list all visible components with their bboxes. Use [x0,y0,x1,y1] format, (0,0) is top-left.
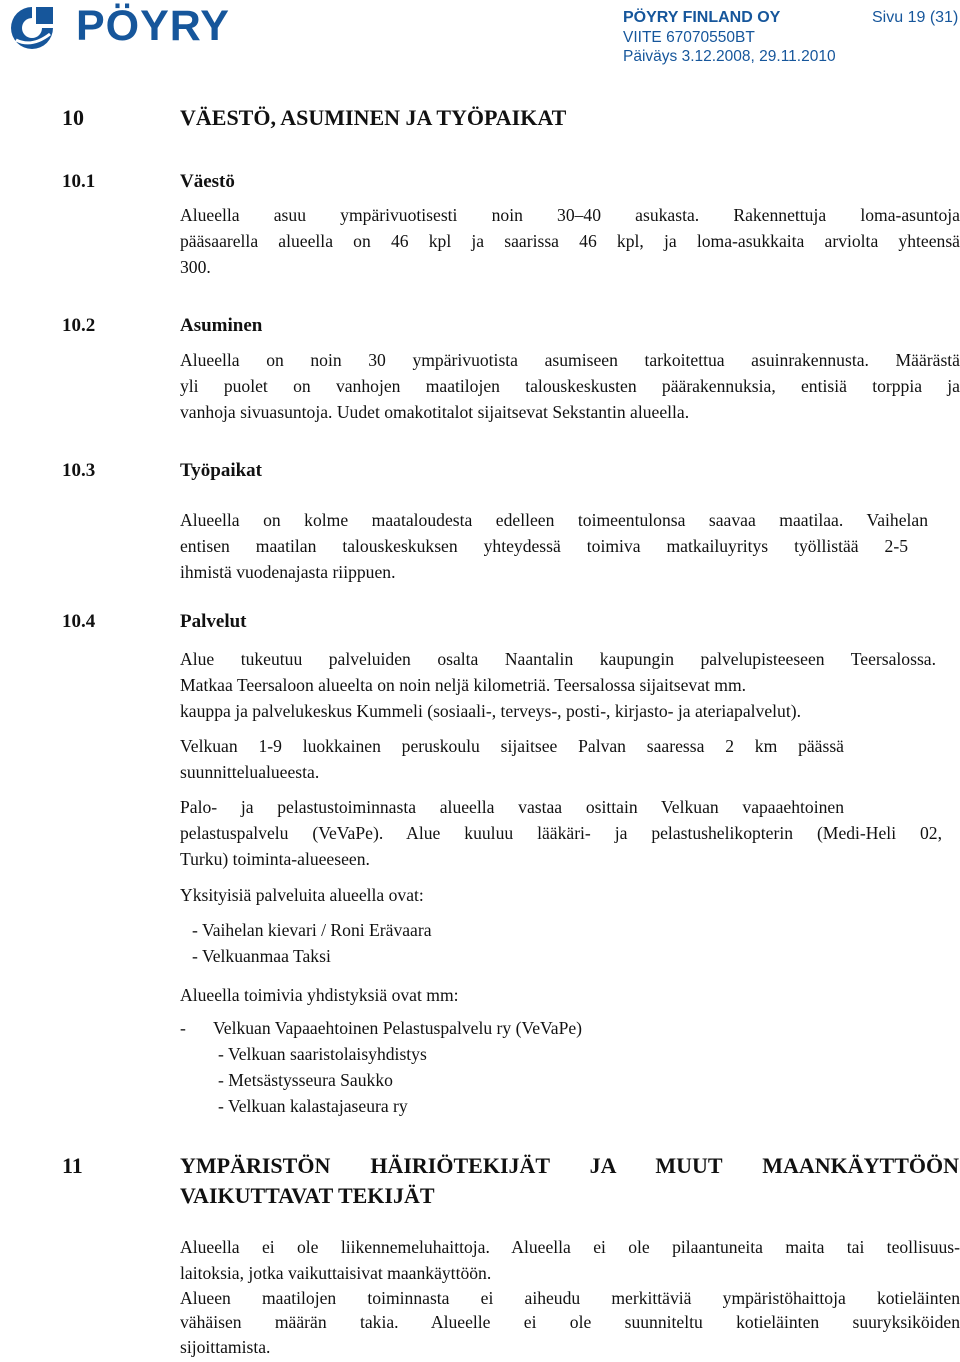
section-10-4-title: Palvelut [180,611,247,632]
chapter-11-title: YMPÄRISTÖN HÄIRIÖTEKIJÄT JA MUUT MAANKÄYTTÖÖN [180,1153,959,1178]
list-item: - Velkuan saaristolaisyhdistys [218,1044,427,1064]
private-services-intro: Yksityisiä palveluita alueella ovat: [180,885,424,905]
paragraph-line: Turku) toiminta-alueeseen. [180,849,370,869]
section-10-1-number: 10.1 [62,171,96,192]
paragraph-line: Matkaa Teersaloon alueelta on noin neljä kilometriä. Teersalossa sijaitsevat mm. [180,675,747,695]
paragraph-line: pääsaarella alueella on 46 kpl ja saarissa 46 kpl, ja loma-asukkaita arviolta yhteensä [180,231,960,251]
list-item: - Vaihelan kievari / Roni Erävaara [192,920,432,940]
paragraph-line: pelastuspalvelu (VeVaPe). Alue kuuluu lääkäri- ja pelastushelikopterin (Medi-Heli 02, [180,823,942,843]
associations-intro: Alueella toimivia yhdistyksiä ovat mm: [180,985,459,1005]
list-item: - Velkuanmaa Taksi [192,946,331,966]
section-10-4-number: 10.4 [62,611,96,632]
chapter-10-title: VÄESTÖ, ASUMINEN JA TYÖPAIKAT [180,105,567,130]
paragraph-line: vanhoja sivuasuntoja. Uudet omakotitalot sijaitsevat Sekstantin alueella. [180,402,690,422]
list-item: Velkuan Vapaaehtoinen Pelastuspalvelu ry (VeVaPe) [213,1018,583,1038]
poyry-emblem-icon [6,4,58,52]
document-reference: VIITE 67070550BT [623,29,755,46]
section-10-2-title: Asuminen [180,315,263,336]
paragraph-line: yli puolet on vanhojen maatilojen talouskeskusten päärakennuksia, entisiä torppia ja [180,376,960,396]
section-10-2-number: 10.2 [62,315,96,336]
paragraph-line: Alueella on kolme maataloudesta edelleen toimeentulonsa saavaa maatilaa. Vaihelan [180,510,928,530]
section-10-3-number: 10.3 [62,460,96,481]
paragraph-line: ihmistä vuodenajasta riippuen. [180,562,396,582]
poyry-logo [6,4,246,52]
list-item: - Metsästysseura Saukko [218,1070,393,1090]
chapter-11-number: 11 [62,1153,83,1178]
paragraph-line: vähäisen määrän takia. Alueelle ei ole suunniteltu kotieläinten suuryksiköiden [180,1312,960,1332]
paragraph-line: Alue tukeutuu palveluiden osalta Naantalin kaupungin palvelupisteeseen Teersalossa. [180,649,936,669]
paragraph-line: entisen maatilan talouskeskuksen yhteydessä toimiva matkailuyritys työllistää 2-5 [180,536,908,556]
paragraph-line: sijoittamista. [180,1337,271,1357]
paragraph-line: Alueella ei ole liikennemeluhaittoja. Alueella ei ole pilaantuneita maita tai teollisuus- [180,1237,960,1257]
chapter-10-number: 10 [62,105,84,130]
logo-text: PÖYRY [76,2,230,50]
paragraph-line: kauppa ja palvelukeskus Kummeli (sosiaali-, terveys-, posti-, kirjasto- ja ateriapalvelut). [180,701,801,721]
paragraph-line: Alueella on noin 30 ympärivuotista asumiseen tarkoitettua asuinrakennusta. Määrästä [180,350,960,370]
paragraph-line: Alueen maatilojen toiminnasta ei aiheudu merkittäviä ympäristöhaittoja kotieläinten [180,1288,960,1308]
paragraph-line: suunnittelualueesta. [180,762,320,782]
company-name: PÖYRY FINLAND OY [623,9,781,26]
section-10-3-title: Työpaikat [180,460,263,481]
chapter-11-title-cont: VAIKUTTAVAT TEKIJÄT [180,1183,435,1208]
paragraph-line: Alueella asuu ympärivuotisesti noin 30–40 asukasta. Rakennettuja loma-asuntoja [180,205,960,225]
paragraph-line: 300. [180,257,211,277]
paragraph-line: Velkuan 1-9 luokkainen peruskoulu sijaitsee Palvan saaressa 2 km päässä [180,736,844,756]
list-item: - Velkuan kalastajaseura ry [218,1096,408,1116]
section-10-1-title: Väestö [180,171,235,192]
page-number: Sivu 19 (31) [872,9,959,26]
paragraph-line: laitoksia, jotka vaikuttaisivat maankäyttöön. [180,1263,492,1283]
paragraph-line: Palo- ja pelastustoiminnasta alueella vastaa osittain Velkuan vapaaehtoinen [180,797,844,817]
list-dash: - [180,1018,186,1038]
document-dates: Päiväys 3.12.2008, 29.11.2010 [623,48,836,65]
